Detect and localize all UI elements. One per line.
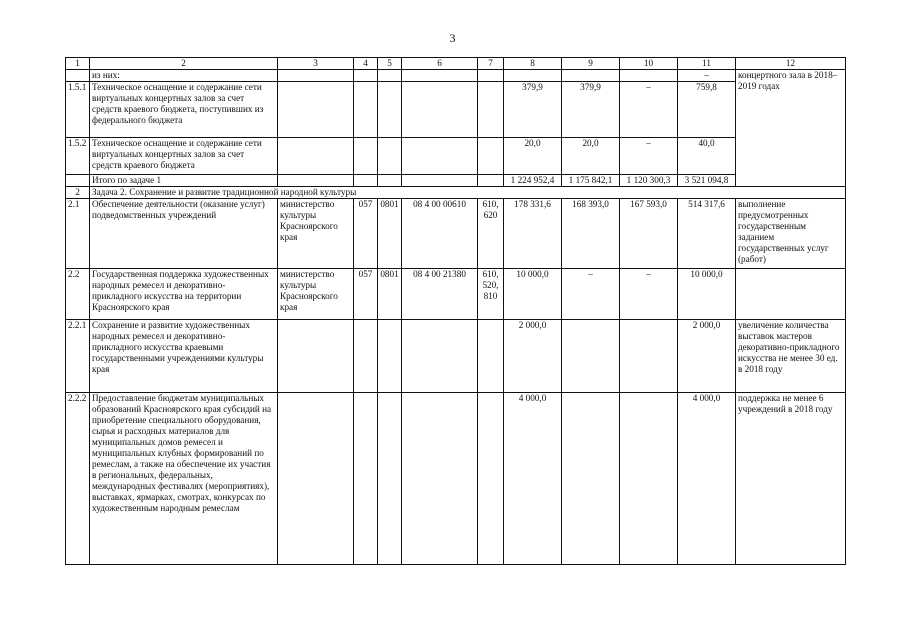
cell-2018: 178 331,6 [504, 199, 562, 269]
row-executor: министерство культуры Красноярского края [278, 199, 354, 269]
cell-total: 4 000,0 [678, 393, 736, 565]
cell-total: 2 000,0 [678, 320, 736, 393]
cell-2018: 2 000,0 [504, 320, 562, 393]
cell-csr: 08 4 00 00610 [402, 199, 478, 269]
row-number: 2.2.2 [66, 393, 90, 565]
table-row-total [66, 175, 846, 187]
row-name: Предоставление бюджетам муниципальных образований Красноярского края субсидий на приобретение специального оборудования, сырья и расходных материалов для муниципальных домов ремесел и муниципальных клубных формирований по ремеслам, а также на обеспечение их участия в региональных, федеральных, международных фестивалях (мероприятиях), выставках, ярмарках, смотрах, конкурсах по художественным народным ремеслам [90, 393, 278, 565]
row-result: выполнение предусмотренных государственным заданием государственных услуг (работ) [736, 199, 846, 269]
row-name: Итого по задаче 1 [90, 175, 278, 187]
col-header: 9 [562, 58, 620, 70]
row-number: 1.5.1 [66, 82, 90, 138]
row-result: концертного зала в 2018–2019 годах [736, 70, 846, 187]
row-number: 2.1 [66, 199, 90, 269]
table-row [66, 70, 846, 82]
cell-2019: – [562, 269, 620, 320]
col-header: 12 [736, 58, 846, 70]
cell-total: 3 521 094,8 [678, 175, 736, 187]
cell-2020: – [620, 82, 678, 138]
cell-total: – [678, 70, 736, 82]
col-header: 6 [402, 58, 478, 70]
row-number: 2 [66, 187, 90, 199]
table-row [66, 393, 846, 565]
row-result: увеличение количества выставок мастеров декоративно-прикладного искусства не менее 30 ед. в 2018 году [736, 320, 846, 393]
cell-total: 514 317,6 [678, 199, 736, 269]
row-name: Техническое оснащение и содержание сети виртуальных концертных залов за счет средств краевого бюджета, поступивших из федерального бюджета [90, 82, 278, 138]
cell-2019: 20,0 [562, 138, 620, 175]
page-number: 3 [449, 31, 456, 45]
col-header: 5 [378, 58, 402, 70]
col-header: 8 [504, 58, 562, 70]
cell-2019: 1 175 842,1 [562, 175, 620, 187]
cell-grbs: 057 [354, 199, 378, 269]
row-name: Сохранение и развитие художественных народных ремесел и декоративно-прикладного искусства краевыми государственными учреждениями культуры края [90, 320, 278, 393]
cell-2018: 379,9 [504, 82, 562, 138]
table-row-section [66, 187, 846, 199]
cell-grbs: 057 [354, 269, 378, 320]
row-name: Обеспечение деятельности (оказание услуг) подведомственных учреждений [90, 199, 278, 269]
col-header: 7 [478, 58, 504, 70]
cell-total: 40,0 [678, 138, 736, 175]
cell-2019: 168 393,0 [562, 199, 620, 269]
cell-rzpr: 0801 [378, 269, 402, 320]
cell-2020: – [620, 138, 678, 175]
row-name: Техническое оснащение и содержание сети виртуальных концертных залов за счет средств краевого бюджета [90, 138, 278, 175]
cell-vr: 610, 620 [478, 199, 504, 269]
col-header: 10 [620, 58, 678, 70]
row-executor: министерство культуры Красноярского края [278, 269, 354, 320]
cell-2018: 1 224 952,4 [504, 175, 562, 187]
table-row [66, 320, 846, 393]
col-header: 3 [278, 58, 354, 70]
cell-2018: 4 000,0 [504, 393, 562, 565]
cell-rzpr: 0801 [378, 199, 402, 269]
row-name: из них: [90, 70, 278, 82]
cell-total: 759,8 [678, 82, 736, 138]
table-row [66, 82, 846, 138]
cell-2020: – [620, 269, 678, 320]
budget-table [65, 57, 846, 565]
cell-2019: 379,9 [562, 82, 620, 138]
cell-2020: 1 120 300,3 [620, 175, 678, 187]
row-number: 1.5.2 [66, 138, 90, 175]
row-name: Государственная поддержка художественных народных ремесел и декоративно-прикладного искусства на территории Красноярского края [90, 269, 278, 320]
column-header-row [66, 58, 846, 70]
col-header: 11 [678, 58, 736, 70]
col-header: 2 [90, 58, 278, 70]
col-header: 4 [354, 58, 378, 70]
table-row [66, 199, 846, 269]
table-row [66, 269, 846, 320]
cell-2018: 10 000,0 [504, 269, 562, 320]
cell-2018: 20,0 [504, 138, 562, 175]
cell-vr: 610, 520, 810 [478, 269, 504, 320]
cell-2020: 167 593,0 [620, 199, 678, 269]
cell-total: 10 000,0 [678, 269, 736, 320]
row-number: 2.2.1 [66, 320, 90, 393]
row-result: поддержка не менее 6 учреждений в 2018 году [736, 393, 846, 565]
row-number: 2.2 [66, 269, 90, 320]
table-row [66, 138, 846, 175]
section-title: Задача 2. Сохранение и развитие традиционной народной культуры [90, 187, 846, 199]
cell-csr: 08 4 00 21380 [402, 269, 478, 320]
col-header: 1 [66, 58, 90, 70]
